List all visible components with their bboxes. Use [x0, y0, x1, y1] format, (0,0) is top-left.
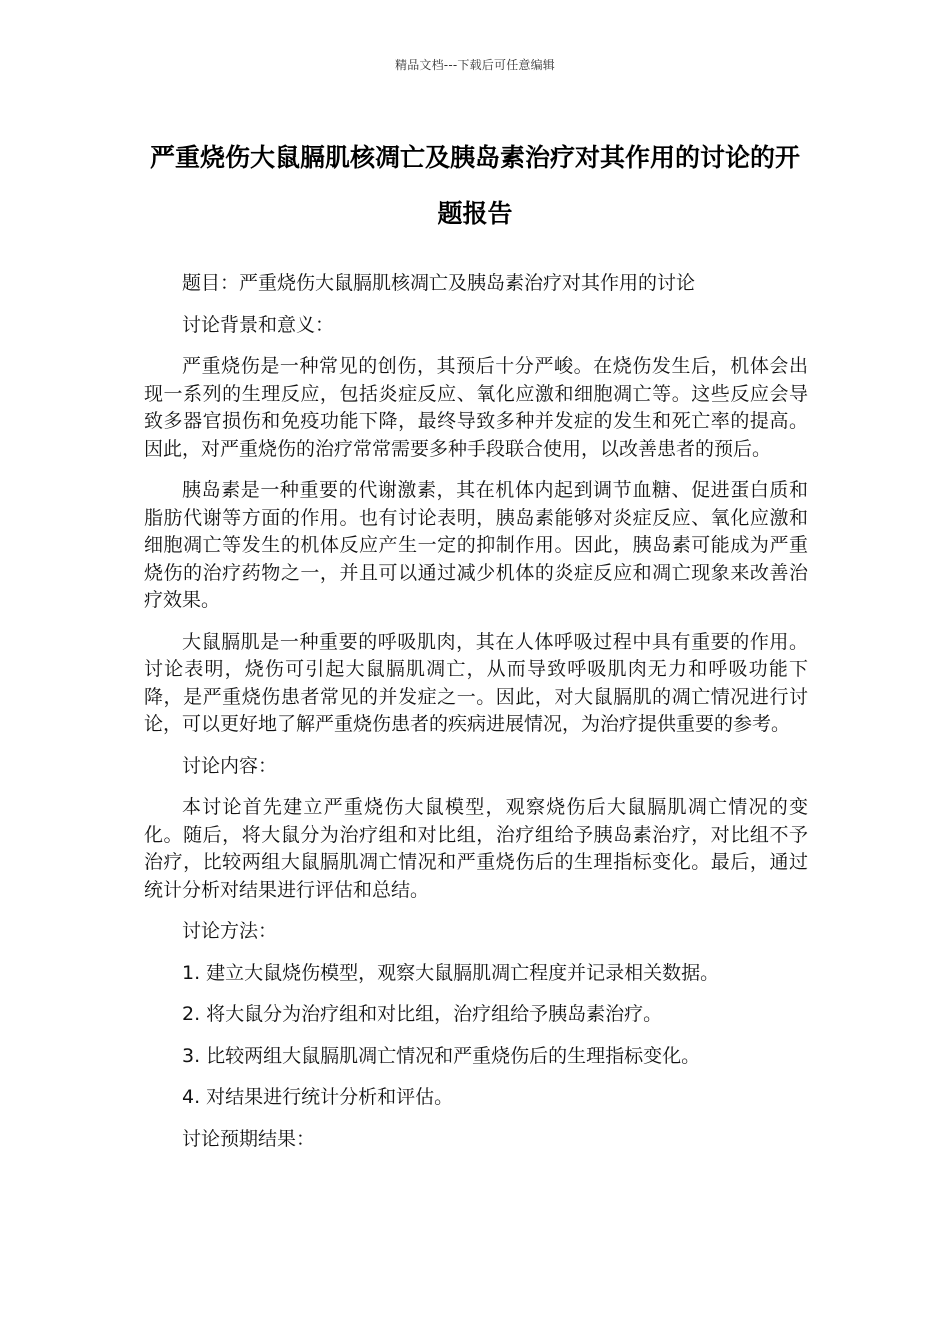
background-paragraph-3: 大鼠膈肌是一种重要的呼吸肌肉，其在人体呼吸过程中具有重要的作用。讨论表明，烧伤可引起大鼠膈肌凋亡，从而导致呼吸肌肉无力和呼吸功能下降，是严重烧伤患者常见的并发症之一。因此，对大鼠膈肌的凋亡情况进行讨论，可以更好地了解严重烧伤患者的疾病进展情况，为治疗提供重要的参考。 — [144, 630, 808, 735]
background-paragraph-2: 胰岛素是一种重要的代谢激素，其在机体内起到调节血糖、促进蛋白质和脂肪代谢等方面的作用。也有讨论表明，胰岛素能够对炎症反应、氧化应激和细胞凋亡等发生的机体反应产生一定的抑制作用。因此，胰岛素可能成为严重烧伤的治疗药物之一，并且可以通过减少机体的炎症反应和凋亡现象来改善治疗效果。 — [144, 479, 808, 611]
method-item-3: 3. 比较两组大鼠膈肌凋亡情况和严重烧伤后的生理指标变化。 — [182, 1044, 701, 1067]
background-heading: 讨论背景和意义： — [182, 313, 335, 336]
method-item-1: 1. 建立大鼠烧伤模型，观察大鼠膈肌凋亡程度并记录相关数据。 — [182, 961, 720, 984]
method-item-4: 4. 对结果进行统计分析和评估。 — [182, 1086, 454, 1108]
method-item-2: 2. 将大鼠分为治疗组和对比组，治疗组给予胰岛素治疗。 — [182, 1003, 663, 1025]
document-title: 严重烧伤大鼠膈肌核凋亡及胰岛素治疗对其作用的讨论的开题报告 — [149, 143, 800, 228]
document-body — [144, 270, 808, 1167]
method-heading: 讨论方法： — [182, 920, 278, 942]
expected-heading: 讨论预期结果： — [182, 1127, 316, 1150]
content-paragraph: 本讨论首先建立严重烧伤大鼠模型，观察烧伤后大鼠膈肌凋亡情况的变化。随后，将大鼠分为治疗组和对比组，治疗组给予胰岛素治疗，对比组不予治疗，比较两组大鼠膈肌凋亡情况和严重烧伤后的生理指标变化。最后，通过统计分析对结果进行评估和总结。 — [144, 796, 808, 901]
topic-line: 题目：严重烧伤大鼠膈肌核凋亡及胰岛素治疗对其作用的讨论 — [182, 272, 696, 294]
content-heading: 讨论内容： — [182, 754, 278, 777]
page-header: 精品文档---下载后可任意编辑 — [395, 58, 555, 72]
background-paragraph-1: 严重烧伤是一种常见的创伤，其预后十分严峻。在烧伤发生后，机体会出现一系列的生理反应，包括炎症反应、氧化应激和细胞凋亡等。这些反应会导致多器官损伤和免疫功能下降，最终导致多种并发症的发生和死亡率的提高。因此，对严重烧伤的治疗常常需要多种手段联合使用，以改善患者的预后。 — [144, 355, 808, 460]
